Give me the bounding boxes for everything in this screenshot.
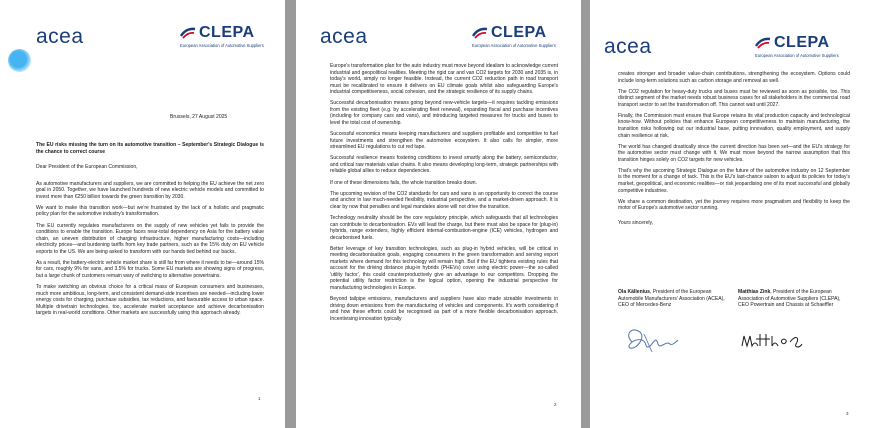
paragraph: Successful decarbonisation means going beyond new-vehicle targets—it requires tackling emissions from the existing fleet (e.g. by accelerating fleet renewal), expanding fiscal and purchase incentives (including for company cars and vans), and introducing targeted measures for trucks and buses to level the total cost of ownership.	[330, 100, 558, 126]
clepa-logo: CLEPA European Association of Automotive Suppliers	[755, 34, 839, 58]
paragraph: Technology neutrality should be the core regulatory principle, which safeguards that all technologies can contribute to decarbonisation. EVs will lead the charge, but there must also be space for (plug-in) hybrids, range extenders, highly efficient internal-combustion-engine (ICE) vehicles, hydrogen and decarbonised fuels.	[330, 214, 558, 241]
paragraph: The upcoming revision of the CO2 standards for cars and vans is an opportunity to correct the course and anchor in law much-needed flexibility, industrial perspective, and a market-driven approach. It is clear by now that penalties and legal mandates alone will not drive the transition.	[330, 190, 558, 210]
paragraph: Finally, the Commission must ensure that Europe retains its vital production capacity and technological know-how. Without policies that enhance European competitiveness to maintain manufacturing, the transition risks hollowing out our industrial base, putting innovation, quality employment, and supply chain resilience at risk.	[618, 112, 850, 139]
paragraph: The CO2 regulation for heavy-duty trucks and buses must be reviewed as soon as possible, too. This distinct segment of the market needs robust business cases for all stakeholders in the commercial road transport sector to set the transformation off. This cannot wait until 2027.	[618, 88, 850, 108]
acea-logo: acea	[36, 25, 84, 48]
paragraph: Successful resilience means fostering conditions to invest smartly along the battery, semiconductor, and critical raw materials value chains. It also means developing long-term, strategic partnerships with reliable global allies to reduce dependencies.	[330, 155, 558, 175]
paragraph: As automotive manufacturers and suppliers, we are committed to helping the EU achieve the net zero goal in 2050. Together, we have launched hundreds of new electric vehicle models and committed to invest more than €250 billion towards the green transition by 2030.	[36, 180, 264, 200]
scroll-indicator-dot	[8, 49, 31, 72]
acea-logo: acea	[320, 25, 368, 48]
letter-page-2	[296, 0, 581, 428]
paragraph: creates stronger and broader value-chain contributions, strengthening the ecosystem. Options could include long-term solutions such as carbon storage and removal as well.	[618, 71, 850, 84]
paragraph: As a result, the battery-electric vehicle market share is still far from where it needs to be—around 15% for cars, roughly 9% for vans, and 3.5% for trucks. Some EU markets are showing signs of progress, but a large chunk of customers remain wary of switching to alternative powertrains.	[36, 259, 264, 279]
signature-zink	[740, 330, 804, 352]
salutation: Dear President of the European Commission,	[36, 164, 138, 171]
clepa-logo: CLEPA European Association of Automotive Suppliers	[472, 24, 556, 48]
paragraph: We want to make this transition work—but we're frustrated by the lack of a holistic and pragmatic policy plan for the automotive industry's transformation.	[36, 204, 264, 218]
letter-subject: The EU risks missing the turn on its automotive transition – September's Strategic Dialogue is the chance to correct course	[36, 142, 264, 155]
letter-page-1	[0, 0, 285, 428]
paragraph: We share a common destination, yet the journey requires more pragmatism and flexibility to keep the motor of Europe's automotive sector running.	[618, 198, 850, 212]
paragraph: Successful economics means keeping manufacturers and suppliers profitable and competitive to fuel future investments and strengthen the automotive ecosystem. It also calls for simpler, more streamlined EU regulations to cut red tape.	[330, 131, 558, 151]
closing: Yours sincerely,	[618, 219, 654, 226]
paragraph: If one of these dimensions fails, the whole transition breaks down.	[330, 179, 478, 186]
clepa-logo: CLEPA European Association of Automotive Suppliers	[180, 24, 264, 48]
signature-kallenius	[622, 322, 682, 356]
paragraph: That's why the upcoming Strategic Dialogue on the future of the automotive industry on 12 September is the moment for a change of tack. This is the EU's last-chance saloon to adjust its policies for today's market, geopolitical, and economic realities—or risk jeopardising one of its most successful and globally competitive industries.	[618, 167, 850, 194]
paragraph: To make switching an obvious choice for a critical mass of European consumers and businesses, much more ambitious, long-term, and consistent demand-side incentives are needed—including lower energy costs for charging, purchase subsidies, tax reductions, and favourable access to urban space. Multiple drivetrain technologies, too, accelerate market acceptance and achieve decarbonisation targets in real-world conditions. Other markets are successfully using this approach already.	[36, 284, 264, 317]
signatory-acea: Ola Källenius, President of the European Automobile Manufacturers' Association (ACEA), CEO of Mercedes-Benz	[618, 289, 725, 309]
letter-date: Brussels, 27 August 2025	[170, 114, 228, 120]
page-number: 3	[846, 411, 849, 416]
paragraph: The world has changed drastically since the current direction has been set—and the EU's strategy for the automotive sector must change with it. We must move beyond the narrow assumption that this transition hinges solely on CO2 targets for new vehicles.	[618, 143, 850, 163]
paragraph: Europe's transformation plan for the auto industry must move beyond idealism to acknowledge current industrial and geopolitical realities. Meeting the rigid car and van CO2 targets for 2030 and 2035 is, in today's world, simply no longer feasible. Instead, the current CO2 reduction path in road transport must be recalibrated to ensure it delivers on EU climate goals whilst also safeguarding Europe's industrial competitiveness, social cohesion, and the strategic resilience of its supply chains.	[330, 63, 558, 96]
clepa-swoosh-icon	[472, 27, 488, 39]
paragraph: The EU currently regulates manufacturers on the supply of new vehicles yet fails to provide the conditions to enable the transition. Europe faces near-total dependency on Asia for the battery value chain, an uneven distribution of charging infrastructure, higher manufacturing costs—including electricity prices—and burdening tariffs from key trade partners, such as the 15% duty on EU vehicle exports to the US. We are being asked to transform with our hands tied behind our backs.	[36, 222, 264, 255]
paragraph: Beyond tailpipe emissions, manufacturers and suppliers have also made sizeable investments in driving down emissions from the manufacturing of vehicles and components. It's worth considering if and how these efforts could be recognised as part of a more flexible decarbonisation approach. Incentivising innovation typically	[330, 296, 558, 322]
clepa-swoosh-icon	[180, 27, 196, 39]
paragraph: Better leverage of key transition technologies, such as plug-in hybrid vehicles, will be critical in meeting decarbonisation goals, engaging consumers in the green transformation and serving export markets where demand for this technology will remain high. But if the EU tightens existing rules that account for the driving distance plug-in hybrids (PHEVs) cover using electric power—the so-called 'utility factor', this could counterproductively give an advantage to our competitors. Dropping the potential utility factor restriction is the logical option, opening the industrial perspective for manufacturing technologies in Europe.	[330, 245, 558, 292]
letter-page-3	[590, 0, 875, 428]
page-number: 2	[554, 402, 557, 407]
signatory-clepa: Matthias Zink, President of the European Association of Automotive Suppliers (CLEPA), CEO Powertrain and Chassis at Schaeffler	[738, 289, 841, 309]
page-number: 1	[258, 396, 261, 401]
clepa-swoosh-icon	[755, 37, 771, 49]
acea-logo: acea	[604, 35, 652, 58]
